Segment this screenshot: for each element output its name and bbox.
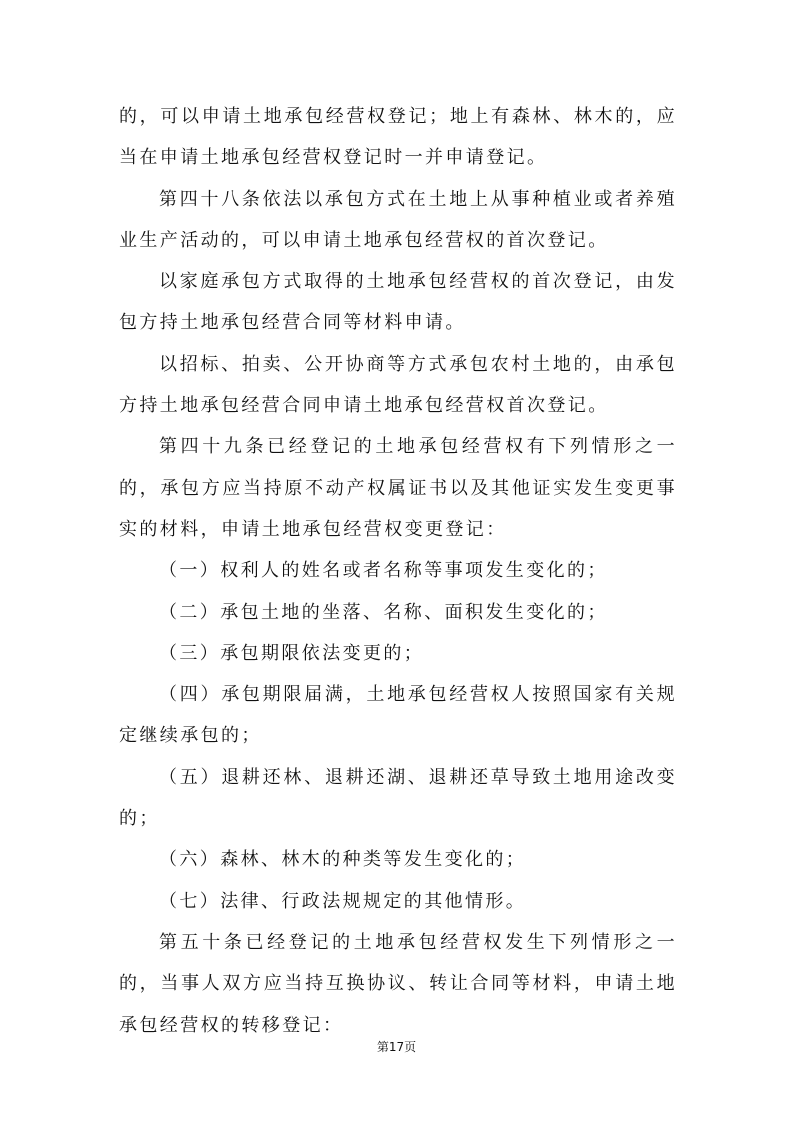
paragraph-family-contract: 以家庭承包方式取得的土地承包经营权的首次登记，由发包方持土地承包经营合同等材料申请。 (119, 271, 677, 334)
paragraph-article-48: 第四十八条依法以承包方式在土地上从事种植业或者养殖业生产活动的，可以申请土地承包经营权的首次登记。 (119, 188, 677, 251)
list-item: （一）权利人的姓名或者名称等事项发生变化的； (159, 560, 608, 582)
paragraph-article-49: 第四十九条已经登记的土地承包经营权有下列情形之一的，承包方应当持原不动产权属证书以及其他证实发生变更事实的材料，申请土地承包经营权变更登记： (119, 436, 677, 540)
paragraph-article-50: 第五十条已经登记的土地承包经营权发生下列情形之一的，当事人双方应当持互换协议、转让合同等材料，申请土地承包经营权的转移登记： (119, 931, 677, 1036)
list-item: （七）法律、行政法规规定的其他情形。 (159, 890, 527, 912)
list-item: （五）退耕还林、退耕还湖、退耕还草导致土地用途改变的； (119, 766, 677, 830)
page-number: 第17页 (376, 1040, 417, 1054)
list-item: （四）承包期限届满，土地承包经营权人按照国家有关规定继续承包的； (119, 684, 677, 747)
list-item: （六）森林、林木的种类等发生变化的； (159, 849, 527, 871)
list-item: （三）承包期限依法变更的； (159, 642, 425, 664)
list-item: （二）承包土地的坐落、名称、面积发生变化的； (159, 601, 608, 623)
paragraph-continuation: 的，可以申请土地承包经营权登记；地上有森林、林木的，应当在申请土地承包经营权登记时一并申请登记。 (119, 106, 677, 169)
page-body (119, 96, 677, 1046)
paragraph-bidding-contract: 以招标、拍卖、公开协商等方式承包农村土地的，由承包方持土地承包经营合同申请土地承包经营权首次登记。 (119, 353, 677, 417)
